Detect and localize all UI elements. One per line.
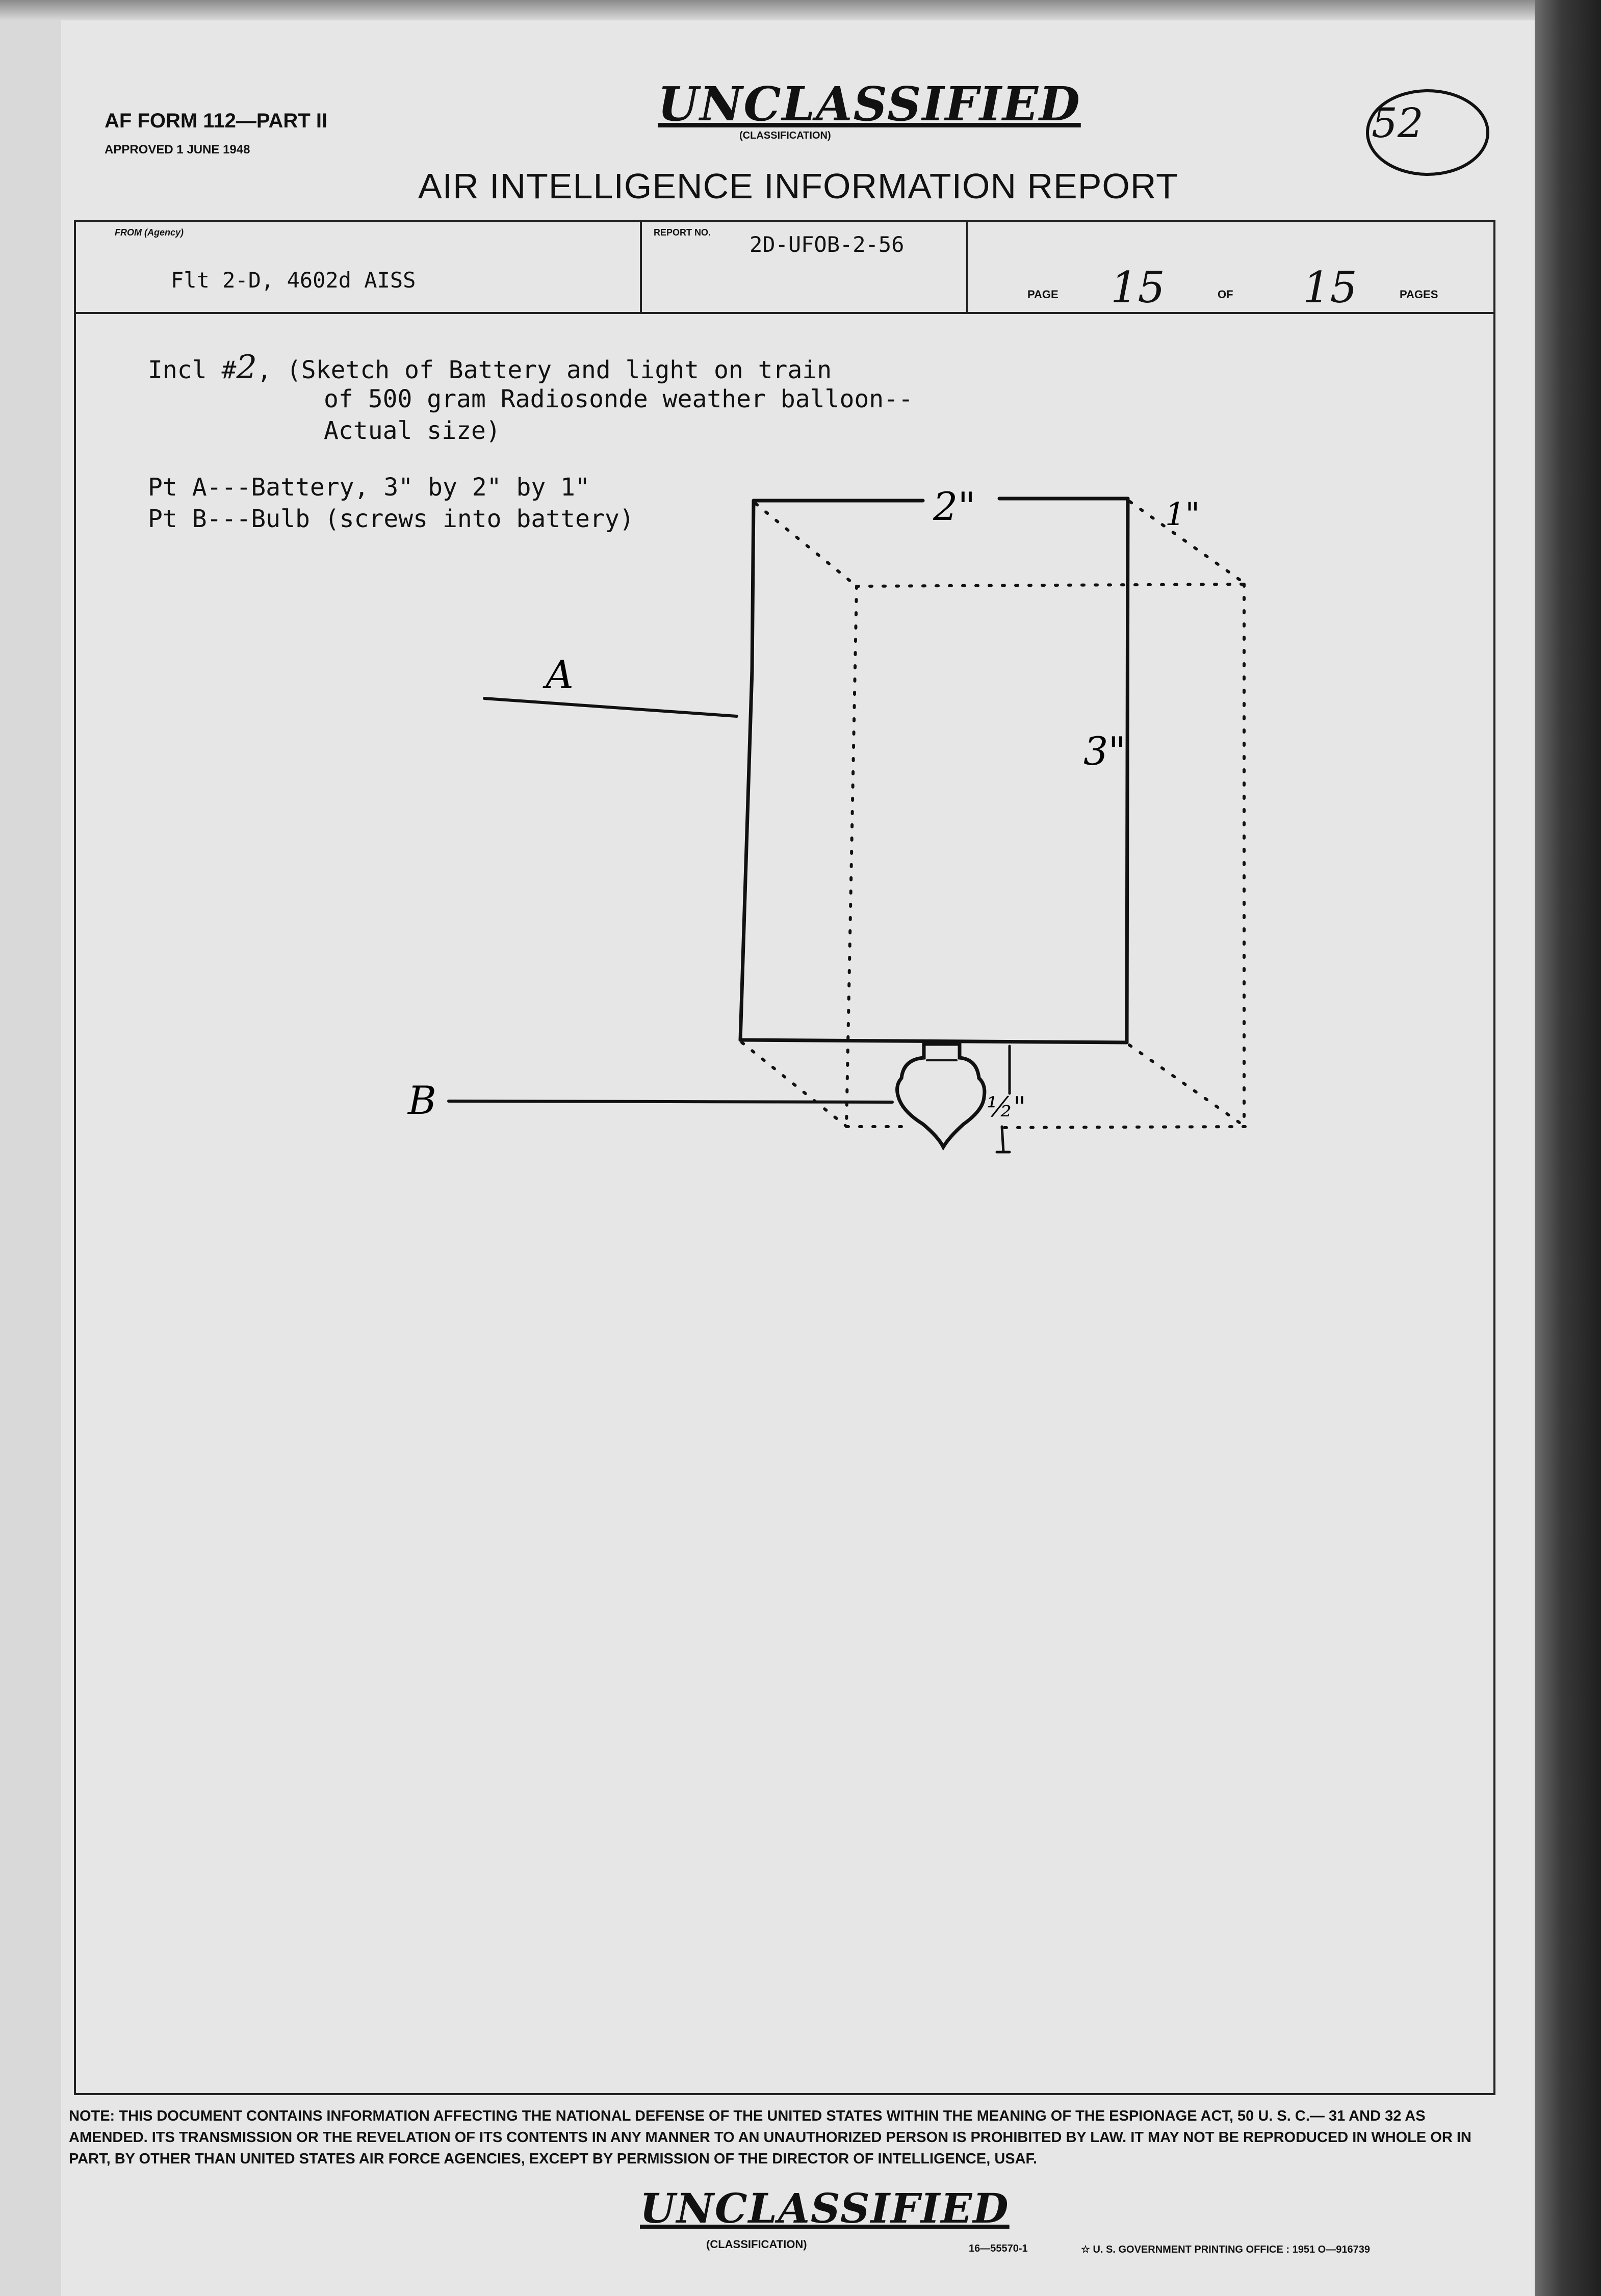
battery-front-bottom-edge bbox=[740, 1040, 1127, 1042]
form-id: AF FORM 112—PART II bbox=[105, 110, 328, 132]
printer-code: 16—55570-1 bbox=[969, 2243, 1028, 2254]
from-value: Flt 2-D, 4602d AISS bbox=[171, 268, 416, 293]
battery-hidden-edge bbox=[756, 504, 857, 586]
battery-front-left-edge bbox=[752, 501, 754, 670]
espionage-notice bbox=[69, 2105, 1486, 2170]
battery-front-right-edge bbox=[1127, 499, 1128, 1042]
dimension-height: 3" bbox=[1083, 728, 1126, 774]
classification-top: UNCLASSIFIED bbox=[658, 76, 1081, 132]
battery-hidden-edge bbox=[1004, 1127, 1245, 1128]
report-no-label: REPORT NO. bbox=[654, 227, 711, 238]
classification-bottom-label: (CLASSIFICATION) bbox=[706, 2238, 807, 2251]
battery-sketch bbox=[408, 469, 1275, 1193]
incl-desc-1: , (Sketch of Battery and light on train bbox=[257, 356, 832, 384]
inclosure-line-1 bbox=[148, 349, 832, 386]
report-title: AIR INTELLIGENCE INFORMATION REPORT bbox=[418, 166, 1178, 206]
from-label: FROM (Agency) bbox=[115, 227, 184, 238]
pages-label: PAGES bbox=[1400, 288, 1438, 301]
battery-front-left-edge bbox=[740, 670, 752, 1040]
incl-number: 2 bbox=[236, 349, 257, 386]
bulb-dimension-line bbox=[1002, 1127, 1003, 1152]
scan-edge-top bbox=[0, 0, 1601, 20]
point-b-description: Pt B---Bulb (screws into battery) bbox=[148, 505, 634, 533]
form-approved-date: APPROVED 1 JUNE 1948 bbox=[105, 143, 250, 156]
label-b-leader bbox=[449, 1101, 892, 1102]
battery-hidden-edge bbox=[742, 1042, 845, 1126]
battery-hidden-edge bbox=[1129, 1045, 1242, 1124]
classification-top-label: (CLASSIFICATION) bbox=[739, 130, 831, 141]
label-a: A bbox=[546, 652, 574, 697]
battery-hidden-edge bbox=[846, 586, 857, 1127]
page-label: PAGE bbox=[1027, 288, 1058, 301]
inclosure-line-2: of 500 gram Radiosonde weather balloon-- bbox=[324, 385, 913, 413]
dimension-width: 2" bbox=[933, 484, 976, 529]
battery-hidden-edge bbox=[857, 584, 1244, 586]
page-marker-number: 52 bbox=[1372, 99, 1424, 147]
dimension-bulb: ½" bbox=[987, 1091, 1026, 1123]
gpo-imprint: ☆ U. S. GOVERNMENT PRINTING OFFICE : 1951 O—916739 bbox=[1081, 2244, 1370, 2255]
total-pages-value: 15 bbox=[1303, 263, 1357, 312]
incl-prefix: Incl # bbox=[148, 356, 237, 384]
report-no-value: 2D-UFOB-2-56 bbox=[750, 232, 905, 257]
scan-edge-right bbox=[1535, 0, 1601, 2296]
label-b: B bbox=[408, 1078, 436, 1123]
notice-prefix: NOTE: bbox=[69, 2108, 115, 2124]
notice-text: THIS DOCUMENT CONTAINS INFORMATION AFFECTING THE NATIONAL DEFENSE OF THE UNITED STATES WITHIN THE MEANING OF THE ESPIONAGE ACT, 50 U. S. C.— 31 AND 32 AS AMENDED. ITS TRANSMISSION OR THE REVELATION OF ITS CONTENTS IN ANY MANNER TO AN UNAUTHORIZED PERSON IS PROHIBITED BY LAW. IT MAY NOT BE REPRODUCED IN WHOLE OR IN PART, BY OTHER THAN UNITED STATES AIR FORCE AGENCIES, EXCEPT BY PERMISSION OF THE DIRECTOR OF INTELLIGENCE, USAF. bbox=[69, 2108, 1471, 2167]
point-a-description: Pt A---Battery, 3" by 2" by 1" bbox=[148, 473, 590, 502]
inclosure-line-3: Actual size) bbox=[324, 416, 501, 445]
page-value: 15 bbox=[1111, 263, 1165, 312]
classification-bottom: UNCLASSIFIED bbox=[640, 2184, 1010, 2232]
dimension-depth: 1" bbox=[1165, 495, 1200, 533]
header-divider bbox=[966, 220, 968, 312]
of-label: OF bbox=[1218, 288, 1233, 301]
header-divider bbox=[640, 220, 642, 312]
